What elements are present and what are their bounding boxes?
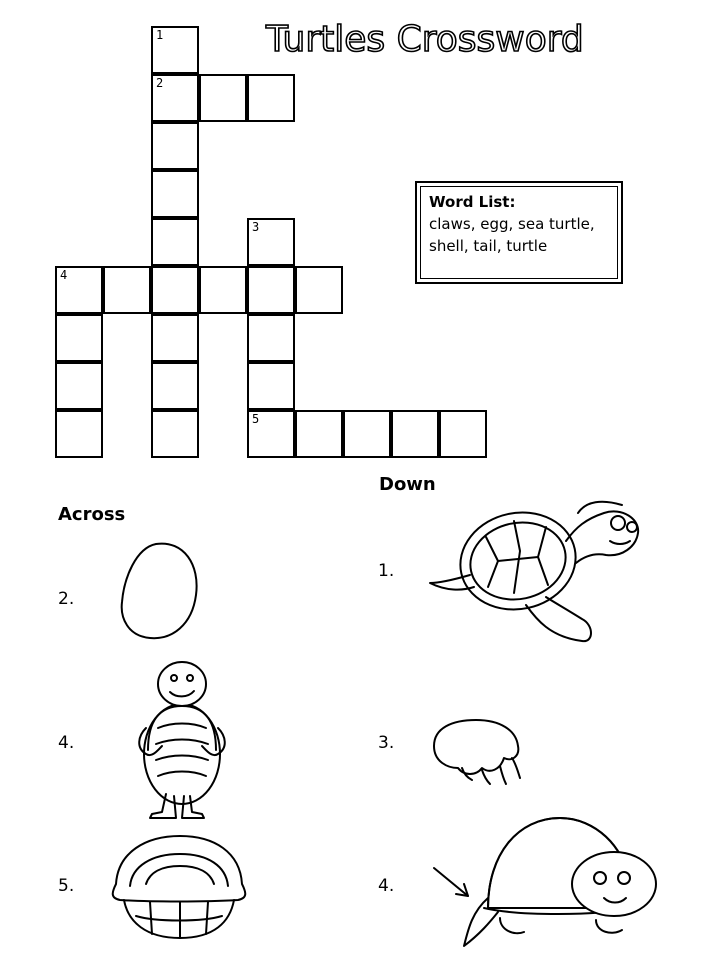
grid-cell[interactable] bbox=[199, 74, 247, 122]
grid-cell[interactable] bbox=[151, 266, 199, 314]
grid-cell[interactable] bbox=[151, 26, 199, 74]
grid-cell[interactable] bbox=[295, 266, 343, 314]
down-clue-4-number: 4. bbox=[378, 876, 395, 896]
claw-picture bbox=[428, 716, 528, 788]
grid-number-4: 4 bbox=[60, 268, 68, 282]
grid-cell[interactable] bbox=[151, 362, 199, 410]
grid-cell[interactable] bbox=[151, 170, 199, 218]
grid-cell[interactable] bbox=[151, 74, 199, 122]
across-clue-4-number: 4. bbox=[58, 733, 75, 753]
grid-cell[interactable] bbox=[247, 218, 295, 266]
down-clue-3-number: 3. bbox=[378, 733, 395, 753]
grid-cell[interactable] bbox=[247, 266, 295, 314]
egg-picture bbox=[114, 540, 206, 645]
shell-picture bbox=[106, 830, 252, 946]
grid-cell[interactable] bbox=[199, 266, 247, 314]
grid-cell[interactable] bbox=[151, 314, 199, 362]
grid-cell[interactable] bbox=[103, 266, 151, 314]
grid-cell[interactable] bbox=[151, 410, 199, 458]
grid-cell[interactable] bbox=[247, 362, 295, 410]
grid-number-2: 2 bbox=[156, 76, 164, 90]
across-clue-5-number: 5. bbox=[58, 876, 75, 896]
word-list-text: claws, egg, sea turtle, shell, tail, turtle bbox=[429, 215, 595, 255]
page-title: Turtles Crossword bbox=[266, 19, 584, 60]
grid-cell[interactable] bbox=[247, 410, 295, 458]
grid-cell[interactable] bbox=[295, 410, 343, 458]
grid-cell[interactable] bbox=[391, 410, 439, 458]
grid-cell[interactable] bbox=[151, 122, 199, 170]
word-list-box bbox=[415, 181, 623, 284]
word-list-label: Word List: bbox=[429, 193, 516, 211]
grid-cell[interactable] bbox=[343, 410, 391, 458]
across-heading: Across bbox=[58, 504, 126, 525]
sea-turtle-picture bbox=[426, 497, 650, 645]
across-clue-2-number: 2. bbox=[58, 589, 75, 609]
grid-cell[interactable] bbox=[247, 314, 295, 362]
grid-cell[interactable] bbox=[247, 74, 295, 122]
grid-cell[interactable] bbox=[55, 410, 103, 458]
grid-cell[interactable] bbox=[55, 266, 103, 314]
grid-cell[interactable] bbox=[439, 410, 487, 458]
down-heading: Down bbox=[379, 474, 436, 495]
grid-cell[interactable] bbox=[55, 314, 103, 362]
turtle-tail-picture bbox=[428, 812, 660, 952]
grid-number-3: 3 bbox=[252, 220, 260, 234]
grid-cell[interactable] bbox=[151, 218, 199, 266]
grid-number-1: 1 bbox=[156, 28, 164, 42]
standing-turtle-picture bbox=[132, 658, 232, 820]
down-clue-1-number: 1. bbox=[378, 561, 395, 581]
grid-cell[interactable] bbox=[55, 362, 103, 410]
grid-number-5: 5 bbox=[252, 412, 260, 426]
